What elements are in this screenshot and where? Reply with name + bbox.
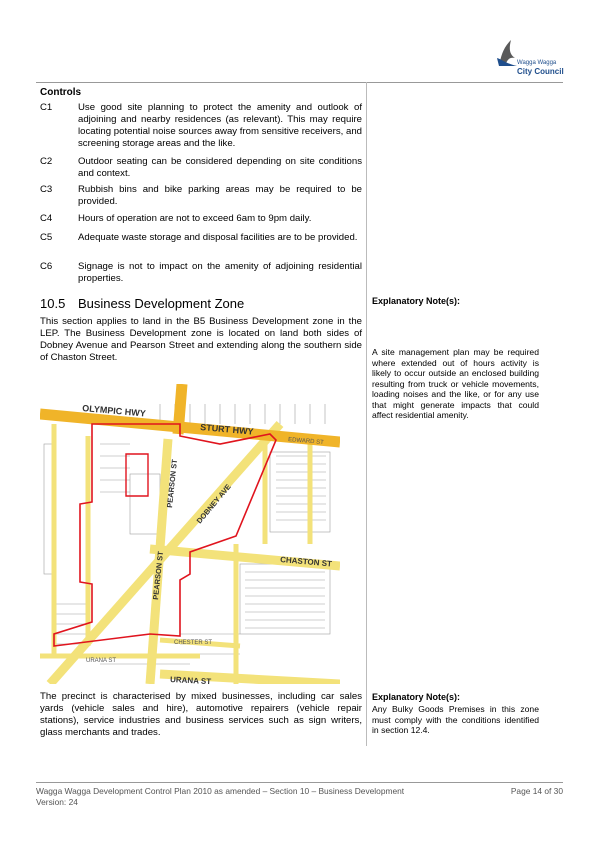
controls-heading: Controls [40,87,82,98]
header-rule [36,82,563,83]
note-heading: Explanatory Note(s): [372,692,461,702]
label-pearson-st-north: PEARSON ST [165,458,180,509]
footer-rule [36,782,563,783]
control-text: Hours of operation are not to exceed 6am to 9pm daily. [78,213,312,224]
control-number: C2 [40,156,53,167]
note-heading: Explanatory Note(s): [372,296,461,306]
control-text: Outdoor seating can be considered depending on site conditions and context. [78,156,362,179]
control-item [40,213,362,225]
control-text: Rubbish bins and bike parking areas may be required to be provided. [78,184,362,207]
column-divider [366,82,367,746]
label-sturt-hwy: STURT HWY [199,422,254,437]
zone-map-svg [40,384,340,684]
control-item [40,156,362,180]
label-chester-st: CHESTER ST [174,640,213,646]
note-text: A site management plan may be required where extended out of hours activity is likely to occur outside an enclosed building resulting from truck or vehicle movements, loading noises and the like, or for any use that might generate impacts that could affect residential amenity. [372,347,539,420]
control-item [40,232,362,244]
label-olympic-hwy: OLYMPIC HWY [81,403,147,419]
label-urana-st-east: URANA ST [169,675,212,684]
logo-line2: City Council [517,67,564,76]
control-number: C6 [40,261,53,272]
control-number: C5 [40,232,53,243]
label-chaston-st: CHASTON ST [279,555,333,569]
footer-version: Version: 24 [36,797,78,807]
control-item [40,102,362,150]
section-intro: This section applies to land in the B5 Business Development zone in the LEP. The Business Development zone is located on land both sides of Dobney Avenue and Pearson Street and extending along the southern side of Chaston Street. [40,316,362,363]
section-number: 10.5 [40,296,66,311]
control-number: C4 [40,213,53,224]
section-title: Business Development Zone [78,296,245,311]
control-number: C3 [40,184,53,195]
control-text: Adequate waste storage and disposal facilities are to be provided. [78,232,358,243]
label-edward-st: EDWARD ST [287,437,324,447]
logo-line1: Wagga Wagga [517,60,557,66]
label-dobney-ave: DOBNEY AVE [194,482,233,526]
label-pearson-st-south: PEARSON ST [151,550,166,601]
footer-title: Wagga Wagga Development Control Plan 2010 as amended – Section 10 – Business Development [36,786,405,796]
section-closing: The precinct is characterised by mixed businesses, including car sales yards (vehicle sales and hire), automotive repairers (vehicle repair stations), service industries and business services such as sign writers, glass merchants and trades. [40,691,362,738]
control-item [40,184,362,208]
note-text: Any Bulky Goods Premises in this zone must comply with the conditions identified in section 12.4. [372,704,539,735]
council-logo [493,38,563,80]
control-item [40,261,362,285]
crow-icon [495,38,519,68]
control-text: Signage is not to impact on the amenity of adjoining residential properties. [78,261,362,284]
section-heading [40,296,244,311]
control-text: Use good site planning to protect the amenity and outlook of adjoining and nearby residences (as relevant). This may require locating potential noise sources away from sensitive receivers, and screening storage areas and the like. [78,102,362,149]
zone-map [40,384,340,684]
control-number: C1 [40,102,53,113]
page-number: Page 14 of 30 [510,786,563,796]
label-urana-st-west: URANA ST [86,658,117,664]
